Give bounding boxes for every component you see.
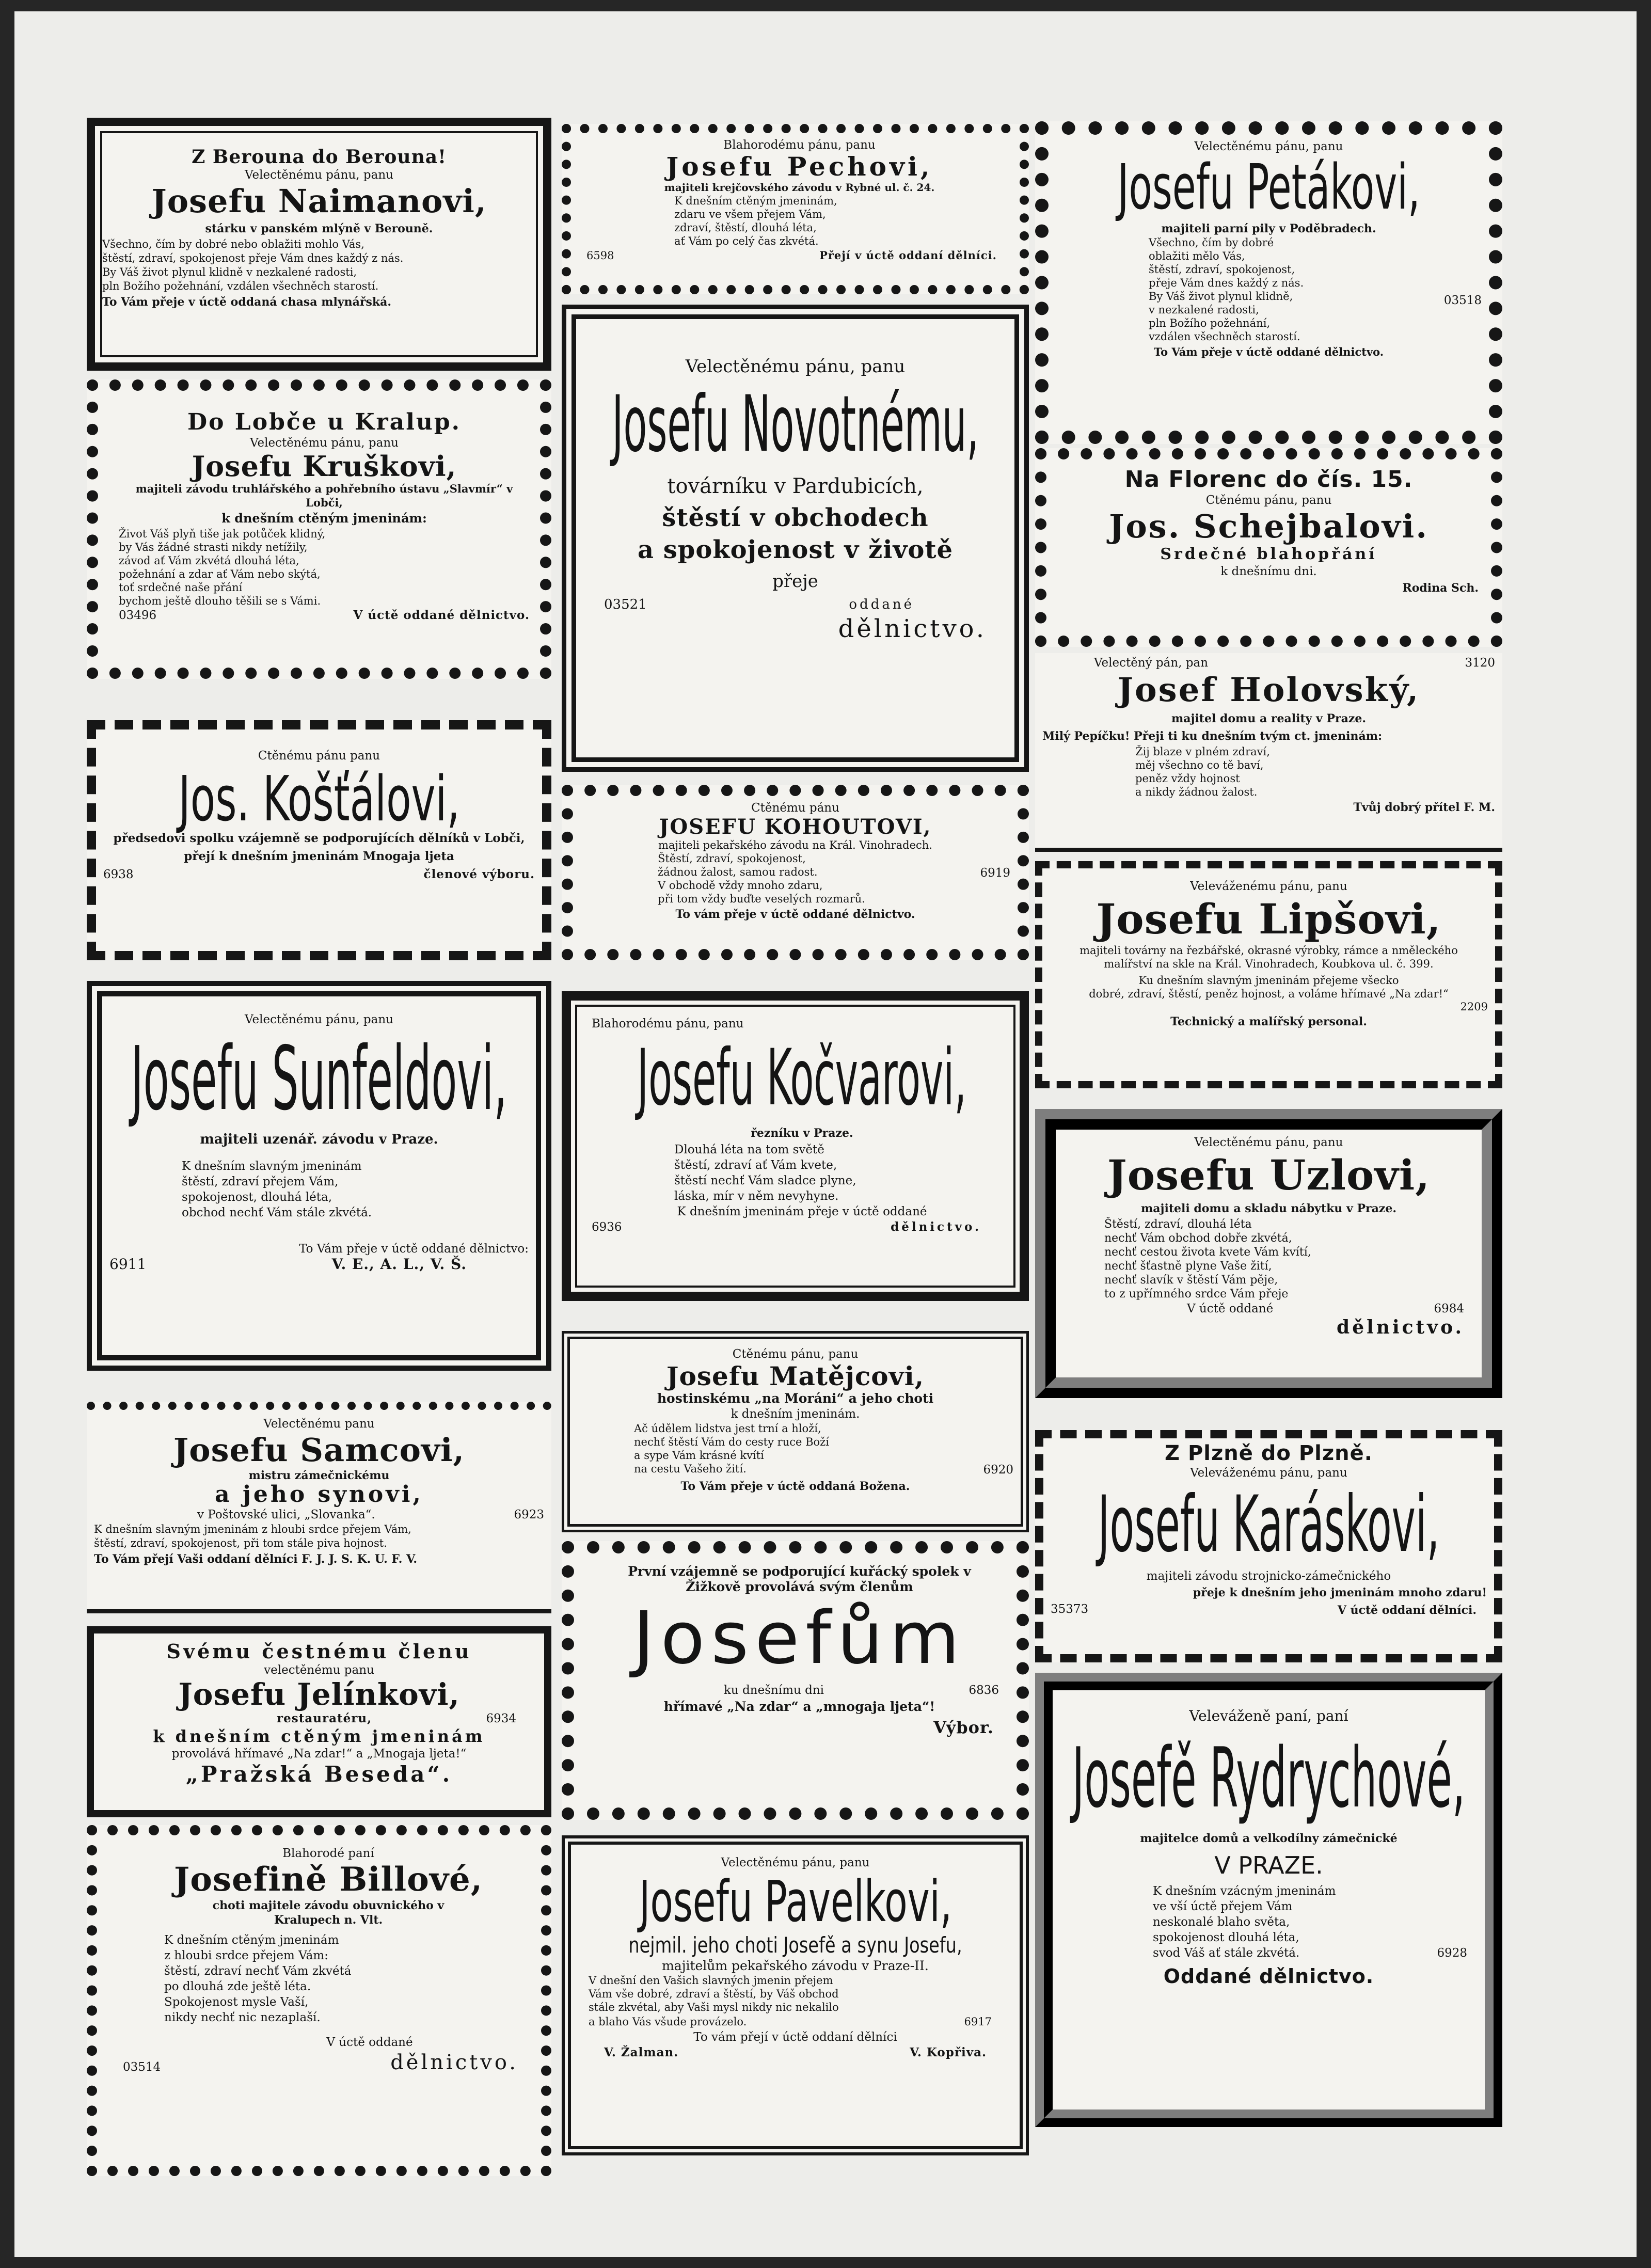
ad-sunfeld <box>87 981 551 1371</box>
ad-novotny <box>562 305 1029 772</box>
ad-number: 6911 <box>109 1256 147 1273</box>
ad-signature: To Vám přeje v úctě oddaná chasa mlynářská. <box>102 295 392 309</box>
ad-kohout <box>562 785 1029 960</box>
ad-name: Josefu Sunfeldovi, <box>131 1028 507 1130</box>
ad-verse-line: přeje Vám dnes každý z nás. <box>1149 277 1304 289</box>
ad-verse-line: Všechno, čím by dobré nebo oblažiti mohlo Vás, <box>102 238 364 250</box>
ad-number: 03496 <box>119 609 157 622</box>
ad-verse-line: V dnešní den Vašich slavných jmenin přejem <box>589 1974 833 1987</box>
ad-number: 6919 <box>980 866 1010 880</box>
ad-subtitle: hostinskému „na Moráni“ a jeho choti <box>657 1391 934 1406</box>
ad-wish: Milý Pepíčku! Přeji ti ku dnešním tvým ct. jmeninám: <box>1042 729 1383 743</box>
ad-subtitle: majiteli krejčovského závodu v Rybné ul. č. 24. <box>664 181 935 194</box>
ad-number: 6934 <box>486 1712 516 1725</box>
ad-verse-line: Život Váš plyň tiše jak potůček klidný, <box>119 528 326 540</box>
ad-number: 6984 <box>1434 1302 1464 1315</box>
ad-signature: V úctě oddaní dělníci. <box>1337 1604 1477 1617</box>
ad-headline: Na Florenc do čís. 15. <box>1124 466 1413 493</box>
ad-name: Josefu Jelínkovi, <box>178 1677 460 1712</box>
ad-subtitle: mistru zámečnickému <box>248 1469 390 1482</box>
ad-subtitle: majiteli závodu truhlářského a pohřebního ústavu „Slavmír“ v Lobči, <box>135 482 513 509</box>
ad-signature: „Pražská Beseda“. <box>185 1762 453 1787</box>
ad-petak <box>1035 121 1502 444</box>
ad-subtitle: majiteli domu a skladu nábytku v Praze. <box>1140 1202 1397 1215</box>
ad-signature: To vám přejí v úctě oddaní dělníci <box>693 2031 897 2044</box>
ad-verse-line: nechť štěstí Vám do cesty ruce Boží <box>634 1436 829 1448</box>
ad-subtitle: k dnešním ctěným jmeninám <box>153 1726 485 1746</box>
ad-verse-line: K dnešním ctěným jmeninám, <box>674 195 837 207</box>
ad-signature: Technický a malířský personal. <box>1170 1015 1367 1028</box>
ad-signature: Výbor. <box>933 1718 994 1737</box>
ad-subtitle: předsedovi spolku vzájemně se podporujících dělníků v Lobči, <box>113 831 525 845</box>
ad-verse-line: láska, mír v něm nevyhyne. <box>674 1189 839 1203</box>
ad-verse-line: pln Božího požehnání, vzdálen všechněch starostí. <box>102 280 379 292</box>
ad-subtitle: ku dnešnímu dni <box>724 1684 824 1697</box>
ad-address: Velectěnému pánu, panu <box>721 1856 870 1869</box>
ad-signature: Tvůj dobrý přítel F. M. <box>1353 801 1495 814</box>
ad-verse-line: žádnou žalost, samou radost. <box>658 866 818 878</box>
ad-number: 2209 <box>1460 1001 1488 1013</box>
ad-signatory: V. Kopřiva. <box>910 2045 987 2059</box>
ad-name: JOSEFU KOHOUTOVI, <box>659 815 932 839</box>
ad-verse-line: nechť cestou života kvete Vám kvítí, <box>1104 1246 1311 1259</box>
ad-rydrychova <box>1035 1673 1502 2127</box>
ad-verse-line: v nezkalené radosti, <box>1149 304 1259 316</box>
ad-address: Ctěnému pánu <box>751 801 839 815</box>
ad-billova <box>87 1825 551 2176</box>
ad-verse-line: obchod nechť Vám stále zkvétá. <box>182 1206 372 1219</box>
ad-name: Josef Holovský, <box>1117 671 1420 709</box>
ad-verse-line: Ač údělem lidstva jest trní a hloží, <box>634 1422 821 1435</box>
ad-subtitle: majiteli pekařského závodu na Král. Vinohradech. <box>658 839 932 851</box>
ad-headline: První vzájemně se podporující kuřácký spolek v Žižkově provolává svým členům <box>628 1564 971 1594</box>
ad-verse-line: Vám vše dobré, zdraví a štěstí, by Váš obchod <box>589 1988 839 2000</box>
ad-headline: Do Lobče u Kralup. <box>187 409 461 435</box>
ad-verse-line: stále zkvétal, aby Vaši mysl nikdy nic nekalilo <box>589 2001 839 2013</box>
ad-address: Ctěnému pánu, panu <box>1205 494 1332 507</box>
ad-name: Josefům <box>633 1596 966 1680</box>
ad-number: 6917 <box>964 2016 992 2028</box>
ad-verse-line: peněz vždy hojnost <box>1135 772 1240 785</box>
ad-signature: dělnictvo. <box>891 1220 981 1234</box>
ad-subtitle: stárku v panském mlýně v Berouně. <box>205 222 433 235</box>
ad-signature: Přejí v úctě oddaní dělníci. <box>819 249 997 262</box>
ad-verse-line: ať Vám po celý čas zkvétá. <box>674 235 819 247</box>
ad-name: Josefu Kočvarovi, <box>637 1033 967 1123</box>
ad-subtitle: k dnešnímu dni. <box>1220 565 1317 578</box>
ad-verse-line: K dnešním vzácným jmeninám <box>1153 1884 1336 1898</box>
ad-number: 6920 <box>983 1463 1013 1477</box>
ad-wish: hřímavé „Na zdar“ a „mnogaja ljeta“! <box>663 1699 935 1714</box>
ad-address: Veleváženému pánu, panu <box>1190 880 1347 893</box>
ad-pavelka <box>562 1835 1029 2155</box>
ad-verse-line: závod ať Vám zkvétá dlouhá léta, <box>119 554 299 567</box>
ad-verse-line: K dnešním slavným jmeninám <box>182 1160 362 1173</box>
ad-verse-line: zdaru ve všem přejem Vám, <box>674 208 826 220</box>
ad-headline: Z Berouna do Berouna! <box>192 146 447 168</box>
ad-number: 35373 <box>1051 1603 1089 1616</box>
ad-verse-line: Štěstí, zdraví, dlouhá léta <box>1104 1218 1252 1231</box>
ad-subtitle: a jeho synovi, <box>215 1481 423 1508</box>
ad-verse-line: vzdálen všechněch starostí. <box>1149 330 1300 343</box>
ad-holovsky <box>1035 653 1502 852</box>
ad-signatory: V. Žalman. <box>604 2045 679 2059</box>
ad-verse-line: Žij blaze v plném zdraví, <box>1135 746 1270 758</box>
ad-name: Josefu Lipšovi, <box>1096 895 1441 943</box>
ad-verse-line: By Váš život plynul klidně, <box>1149 290 1293 303</box>
ad-subtitle: nejmil. jeho choti Josefě a synu Josefu, <box>628 1932 962 1958</box>
ad-samec <box>87 1402 551 1613</box>
ad-signature: To Vám přeje v úctě oddané dělnictvo: <box>299 1242 529 1256</box>
ad-verse-line: by Vás žádné strasti nikdy netížily, <box>119 541 308 553</box>
ad-verse-line: V obchodě vždy mnoho zdaru, <box>658 879 823 892</box>
ad-signature: V úctě oddané <box>1187 1302 1274 1315</box>
ad-verse-line: nechť slavík v štěstí Vám pěje, <box>1104 1274 1278 1287</box>
ad-verse-line: požehnání a zdar ať Vám nebo skýtá, <box>119 568 321 580</box>
ad-signature: To Vám přejí Vaši oddaní dělníci F. J. J. S. K. U. F. V. <box>94 1552 418 1566</box>
ad-number: 6836 <box>969 1684 999 1697</box>
ad-verse-line: toť srdečné naše přání <box>119 581 243 594</box>
ad-matejec <box>562 1331 1029 1532</box>
ad-verse-line: štěstí, zdraví, spokojenost, <box>1149 263 1295 276</box>
ad-address: Velectěný pán, pan <box>1094 656 1209 670</box>
ad-verse-line: K dnešním slavným jmeninám z hloubi srdce přejem Vám, <box>94 1523 411 1535</box>
ad-name: Josefu Pechovi, <box>666 151 933 182</box>
ad-address: Velectěnému pánu, panu <box>245 1013 393 1026</box>
ad-number: 6598 <box>586 249 614 262</box>
ad-subtitle: majiteli uzenář. závodu v Praze. <box>200 1132 438 1147</box>
ad-subtitle: majiteli parní pily v Poděbradech. <box>1161 222 1376 235</box>
ad-naiman <box>87 118 551 371</box>
ad-signature: Rodina Sch. <box>1402 581 1479 595</box>
ad-name: Jos. Košťálovi, <box>178 764 460 835</box>
ad-karasek <box>1035 1430 1502 1662</box>
ad-verse-line: Dlouhá léta na tom světě <box>674 1143 824 1156</box>
ad-address: Velectěnému panu <box>263 1417 375 1431</box>
ad-subtitle: majiteli závodu strojnicko-zámečnického <box>1146 1569 1391 1583</box>
ad-number: 03521 <box>604 597 647 612</box>
ad-verse-line: nikdy nechť nic nezaplaší. <box>164 2011 321 2024</box>
ad-subtitle: choti majitele závodu obuvnického v Kralupech n. Vlt. <box>212 1899 444 1927</box>
ad-verse-line: štěstí, zdraví přejem Vám, <box>182 1175 339 1188</box>
ad-verse-line: ve vší úctě přejem Vám <box>1153 1900 1293 1913</box>
ad-verse-line: štěstí, zdraví, spokojenost přeje Vám dnes každý z nás. <box>102 252 404 264</box>
ad-subtitle: Srdečné blahopřání <box>1160 545 1377 563</box>
ad-subtitle: majitel domu a reality v Praze. <box>1171 712 1367 725</box>
ad-subtitle: majiteli továrny na řezbářské, okrasné výrobky, rámce a nměleckého malířství na skle na Král. Vinohradech, Koubkova ul. č. 399. <box>1080 944 1458 970</box>
ad-signature: Oddané dělnictvo. <box>1163 1965 1374 1988</box>
ad-verse-line: oblažiti mělo Vás, <box>1149 250 1245 262</box>
ad-subtitle: majitelce domů a velkodílny zámečnické <box>1140 1832 1398 1845</box>
ad-wish: štěstí v obchodech <box>662 503 929 532</box>
ad-verse-line: a sype Vám krásné kvítí <box>634 1449 764 1462</box>
ad-address: Velectěnému pánu, panu <box>245 168 393 182</box>
ad-verse-line: dobré, zdraví, štěstí, peněz hojnost, a voláme hřímavé „Na zdar!“ <box>1089 988 1449 1000</box>
ad-lips <box>1035 861 1502 1088</box>
ad-verse-line: pln Božího požehnání, <box>1149 317 1271 329</box>
ad-name: Josefu Petákovi, <box>1117 152 1420 224</box>
ad-jelinek <box>87 1626 551 1817</box>
ad-verse-line: z hloubi srdce přejem Vám: <box>164 1949 328 1962</box>
ad-name: Josefu Pavelkovi, <box>639 1868 952 1934</box>
ad-wish: přejí k dnešním jmeninám Mnogaja ljeta <box>184 849 454 863</box>
ad-verse-line: Všechno, čím by dobré <box>1149 236 1274 249</box>
ad-signature: To Vám přeje v úctě oddané dělnictvo. <box>1153 345 1384 358</box>
ad-verse-line: Spokojenost mysle Vaší, <box>164 1995 309 2009</box>
ad-name: Josefině Billové, <box>174 1860 483 1899</box>
ad-signature: To vám přeje v úctě oddané dělnictvo. <box>675 908 915 921</box>
ad-verse-line: Štěstí, zdraví, spokojenost, <box>658 852 806 865</box>
ad-address: Veleváženě paní, paní <box>1189 1707 1348 1724</box>
ad-verse-line: nechť Vám obchod dobře zkvétá, <box>1104 1232 1292 1245</box>
ad-verse-line: měj všechno co tě baví, <box>1135 759 1264 771</box>
ad-verse-line: spokojenost, dlouhá léta, <box>182 1191 332 1204</box>
ad-number: 6936 <box>592 1220 622 1234</box>
ad-signature: členové výboru. <box>423 867 535 881</box>
ad-address: Velectěnému pánu, panu <box>685 356 906 377</box>
ad-wish: provolává hřímavé „Na zdar!“ a „Mnogaja ljeta!“ <box>171 1747 467 1761</box>
ad-wish: přeje <box>772 571 818 592</box>
ad-verse-line: By Váš život plynul klidně v nezkalené radosti, <box>102 266 357 278</box>
ad-number: 6938 <box>103 868 134 881</box>
ad-kostal <box>87 720 551 960</box>
ad-verse-line: spokojenost dlouhá léta, <box>1153 1931 1299 1944</box>
ad-address: Velectěnému pánu, panu <box>1194 1136 1343 1149</box>
ad-signature: To Vám přeje v úctě oddaná Božena. <box>680 1480 910 1493</box>
ad-verse-line: a blaho Vás všude provázelo. <box>589 2016 747 2028</box>
ad-verse-line: po dlouhá zde ještě léta. <box>164 1980 311 1993</box>
ad-name: Josefu Samcovi, <box>173 1431 465 1469</box>
ad-address: Blahorodému pánu, panu <box>723 138 876 152</box>
ad-verse-line: K dnešním ctěným jmeninám <box>164 1933 339 1947</box>
ad-number: 03514 <box>123 2060 161 2074</box>
ad-signature: dělnictvo. <box>838 614 987 643</box>
ad-number: 3120 <box>1465 656 1495 670</box>
ad-name: Josefu Naimanovi, <box>151 182 487 220</box>
ad-kocvara <box>562 991 1029 1301</box>
ad-pech <box>562 124 1029 294</box>
ad-name: Jos. Schejbalovi. <box>1109 507 1428 545</box>
ad-number: 03518 <box>1443 294 1482 307</box>
ad-headline: Svému čestnému členu <box>166 1640 472 1663</box>
ad-address: Ctěnému pánu, panu <box>732 1347 859 1361</box>
ad-verse-line: při tom vždy buďte veselých rozmarů. <box>658 893 865 905</box>
ad-subtitle: k dnešním ctěným jmeninám: <box>221 511 427 526</box>
ad-name: Josefě Rydrychové, <box>1072 1730 1466 1826</box>
ad-signature-initials: V. E., A. L., V. Š. <box>331 1256 467 1273</box>
ad-subtitle: majitelům pekařského závodu v Praze-II. <box>662 1958 929 1973</box>
ad-address: Blahorodému pánu, panu <box>592 1017 744 1030</box>
ad-signature: K dnešním jmeninám přeje v úctě oddané <box>677 1205 927 1218</box>
ad-subtitle: k dnešním jmeninám. <box>731 1407 860 1421</box>
ad-verse-line: neskonalé blaho světa, <box>1153 1915 1290 1929</box>
ad-verse-line: štěstí, zdraví, spokojenost, při tom stále piva hojnost. <box>94 1537 387 1549</box>
ad-schejbal <box>1035 448 1502 647</box>
ad-subtitle: V PRAZE. <box>1214 1851 1323 1879</box>
ad-verse-line: Ku dnešním slavným jmeninám přejeme všecko <box>1138 974 1399 987</box>
ad-name: Josefu Kruškovi, <box>192 450 457 483</box>
ad-address: Blahorodé paní <box>282 1847 374 1860</box>
ad-verse-line: nechť šťastně plyne Vaše žití, <box>1104 1260 1272 1273</box>
ad-kruska <box>87 379 551 679</box>
ad-verse-line: zdraví, štěstí, dlouhá léta, <box>674 221 817 234</box>
ad-signature: V úctě oddané <box>326 2036 413 2049</box>
ad-wish: a spokojenost v životě <box>637 535 954 564</box>
ad-headline: Z Plzně do Plzně. <box>1165 1441 1373 1465</box>
ad-verse-line: štěstí nechť Vám sladce plyne, <box>674 1174 856 1187</box>
ad-signature: dělnictvo. <box>1337 1317 1464 1338</box>
ad-signature: V úctě oddané dělnictvo. <box>353 608 530 622</box>
ad-verse-line: štěstí, zdraví nechť Vám zkvétá <box>164 1964 352 1978</box>
ad-verse-line: to z upřímného srdce Vám přeje <box>1104 1288 1289 1300</box>
ad-wish: přeje k dnešním jeho jmeninám mnoho zdaru! <box>1193 1586 1487 1599</box>
ad-signature: dělnictvo. <box>390 2051 518 2074</box>
ad-verse-line: na cestu Vašeho žití. <box>634 1463 747 1475</box>
ad-verse-line: a nikdy žádnou žalost. <box>1135 786 1258 798</box>
ad-subtitle: restauratéru, <box>277 1711 372 1725</box>
ad-number: 6923 <box>514 1508 544 1521</box>
ad-address: Veleváženému pánu, panu <box>1190 1466 1347 1480</box>
ad-josefum <box>562 1541 1029 1820</box>
ad-number: 6928 <box>1437 1946 1467 1960</box>
ad-subtitle: řezníku v Praze. <box>751 1127 853 1140</box>
ad-name: Josefu Matějcovi, <box>666 1361 925 1391</box>
ad-signature: oddané <box>849 597 914 612</box>
ad-address: Velectěnému pánu, panu <box>250 436 399 450</box>
ad-verse-line: štěstí, zdraví ať Vám kvete, <box>674 1159 837 1172</box>
ad-uzel <box>1035 1109 1502 1398</box>
ad-verse-line: bychom ještě dlouho těšili se s Vámi. <box>119 595 321 607</box>
ad-name: Josefu Karáskovi, <box>1098 1480 1440 1569</box>
ad-address: velectěnému panu <box>264 1663 374 1677</box>
ad-name: Josefu Uzlovi, <box>1107 1151 1431 1199</box>
ad-name: Josefu Novotnému, <box>612 379 979 469</box>
ad-address: Ctěnému pánu panu <box>258 749 380 763</box>
ad-address: Velectěnému pánu, panu <box>1194 140 1343 153</box>
ad-subtitle: továrníku v Pardubicích, <box>667 474 924 498</box>
ad-subtitle: v Poštovské ulici, „Slovanka“. <box>197 1508 375 1521</box>
ad-verse-line: svod Váš ať stále zkvétá. <box>1153 1946 1300 1960</box>
